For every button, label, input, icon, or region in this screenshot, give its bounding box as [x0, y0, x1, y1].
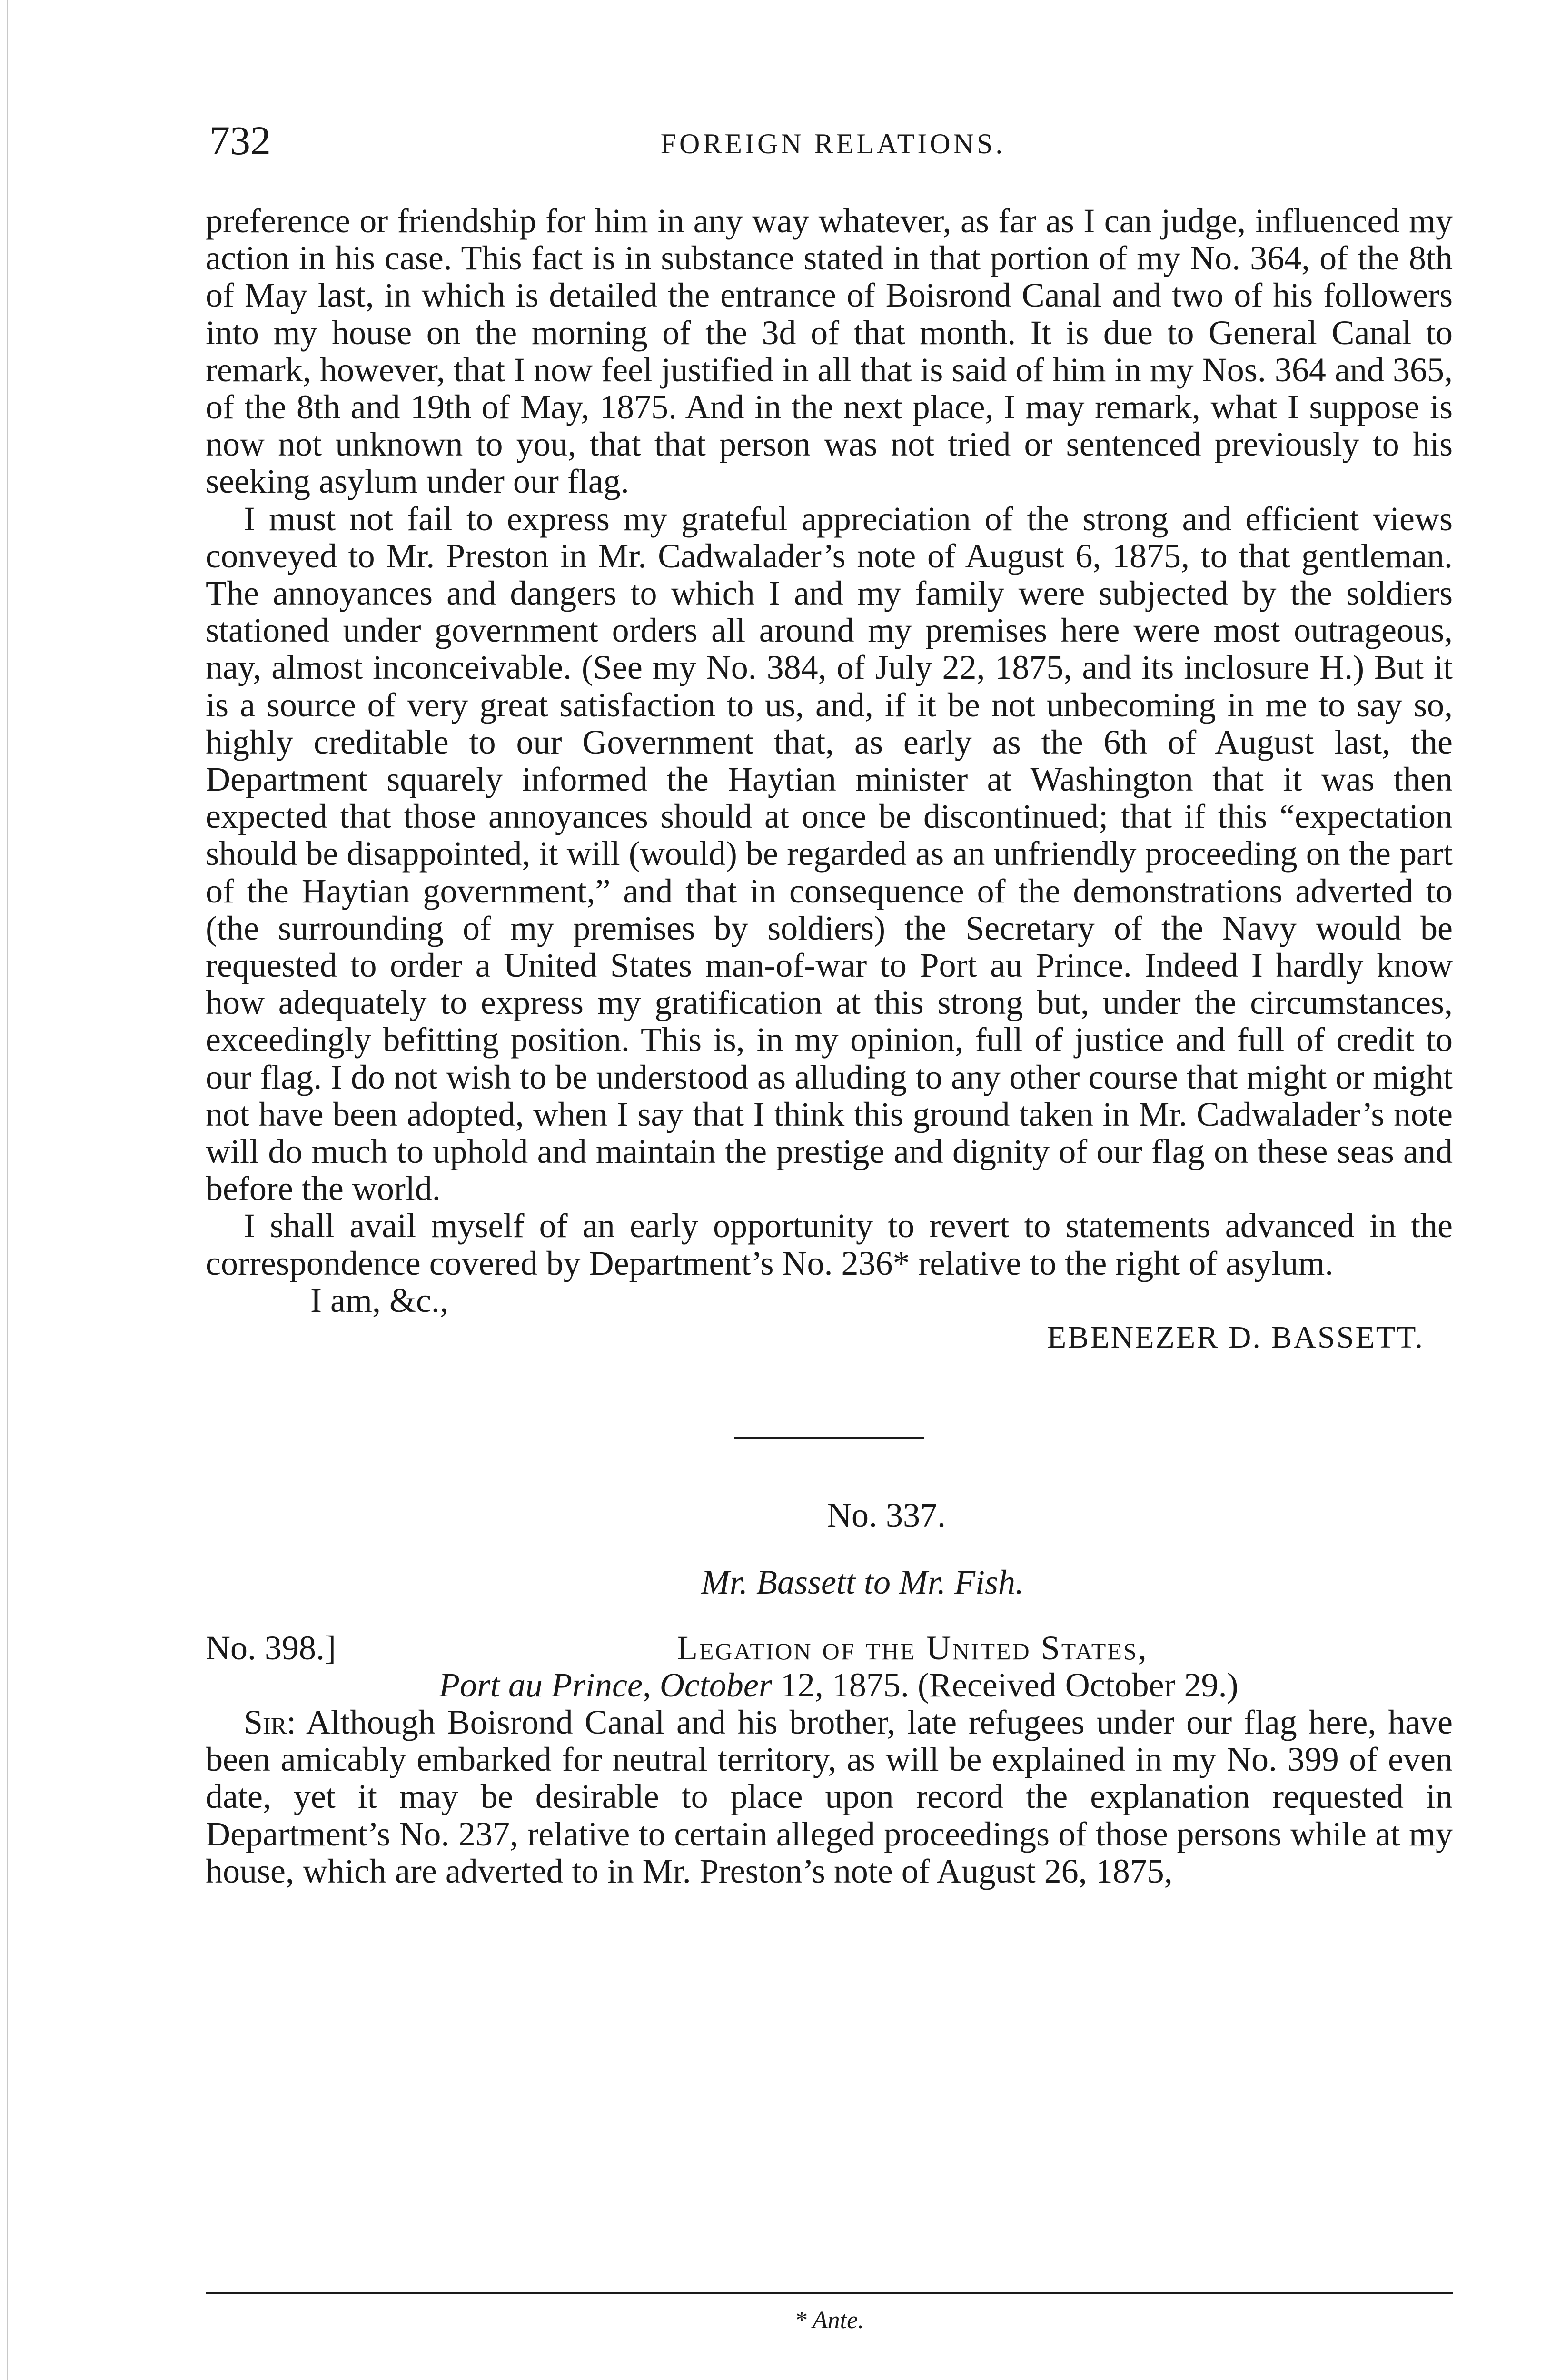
paragraph-continued: preference or friendship for him in any way whatever, as far as I can judge, influenced my action in his case. This fact is in substance stated in that portion of my No. 364, of the 8th of May last, in which is detailed the entrance of Boisrond Canal and two of his followers into my house on the morning of the 3d of that month. It is due to General Canal to remark, however, that I now feel justified in all that is said of him in my Nos. 364 and 365, of the 8th and 19th of May, 1875. And in the next place, I may remark, what I suppose is now not unknown to you, that that person was not tried or sentenced previously to his seeking asylum under our flag. [206, 202, 1453, 501]
section-divider [734, 1437, 924, 1439]
running-head: FOREIGN RELATIONS. [660, 128, 1006, 159]
page-number: 732 [209, 118, 271, 163]
page-body [206, 202, 1453, 1890]
page-header [209, 114, 1457, 171]
document-number: No. 337. [827, 1496, 946, 1535]
page-edge [0, 0, 8, 2380]
salutation: Sir: [244, 1703, 297, 1741]
footnote-rule [206, 2292, 1453, 2294]
closing-line: I am, &c., [310, 1281, 448, 1319]
signature: EBENEZER D. BASSETT. [1047, 1320, 1424, 1355]
dateline-place: Port au Prince, [439, 1666, 651, 1704]
letter-body-text: Although Boisrond Canal and his brother, late refugees under our flag here, have been amicably embarked for neutral territory, as will be explained in my No. 399 of even date, yet it may be desirable to place upon record the explanation requested in Department’s No. 237, relative to certain alleged proceedings of those persons while at my house, which are adverted to in Mr. Preston’s note of August 26, 1875, [206, 1703, 1453, 1890]
letter-heading [206, 1629, 1453, 1666]
document-title: Mr. Bassett to Mr. Fish. [701, 1563, 1024, 1601]
legation-heading: Legation of the United States, [677, 1628, 1148, 1667]
footnote: * Ante. [794, 2307, 864, 2334]
dateline-date: 12, 1875. (Received October 29.) [780, 1666, 1239, 1704]
dateline-month: October [659, 1666, 772, 1704]
paragraph-asylum: I shall avail myself of an early opportunity to revert to statements advanced in the correspondence covered by Department’s No. 236* relative to the right of asylum. [206, 1207, 1453, 1282]
dateline [439, 1666, 1453, 1704]
letter-paragraph [206, 1704, 1453, 1890]
letter-number: No. 398.] [206, 1628, 336, 1667]
paragraph-appreciation: I must not fail to express my grateful appreciation of the strong and efficient views conveyed to Mr. Preston in Mr. Cadwalader’s note of August 6, 1875, to that gentleman. The annoyances and dangers to which I and my family were subjected by the soldiers stationed under government orders all around my premises here were most outrageous, nay, almost inconceivable. (See my No. 384, of July 22, 1875, and its inclosure H.) But it is a source of very great satisfaction to us, and, if it be not unbecoming in me to say so, highly creditable to our Government that, as early as the 6th of August last, the Department squarely informed the Haytian minister at Washington that it was then expected that those annoyances should at once be discontinued; that if this “expectation should be disappointed, it will (would) be regarded as an unfriendly proceeding on the part of the Haytian government,” and that in consequence of the demonstrations adverted to (the surrounding of my premises by soldiers) the Secretary of the Navy would be requested to order a United States man-of-war to Port au Prince. Indeed I hardly know how adequately to express my gratification at this strong but, under the circumstances, exceedingly befitting position. This is, in my opinion, full of justice and full of credit to our flag. I do not wish to be understood as alluding to any other course that might or might not have been adopted, when I say that I think this ground taken in Mr. Cadwalader’s note will do much to uphold and maintain the prestige and dignity of our flag on these seas and before the world. [206, 499, 1453, 1208]
